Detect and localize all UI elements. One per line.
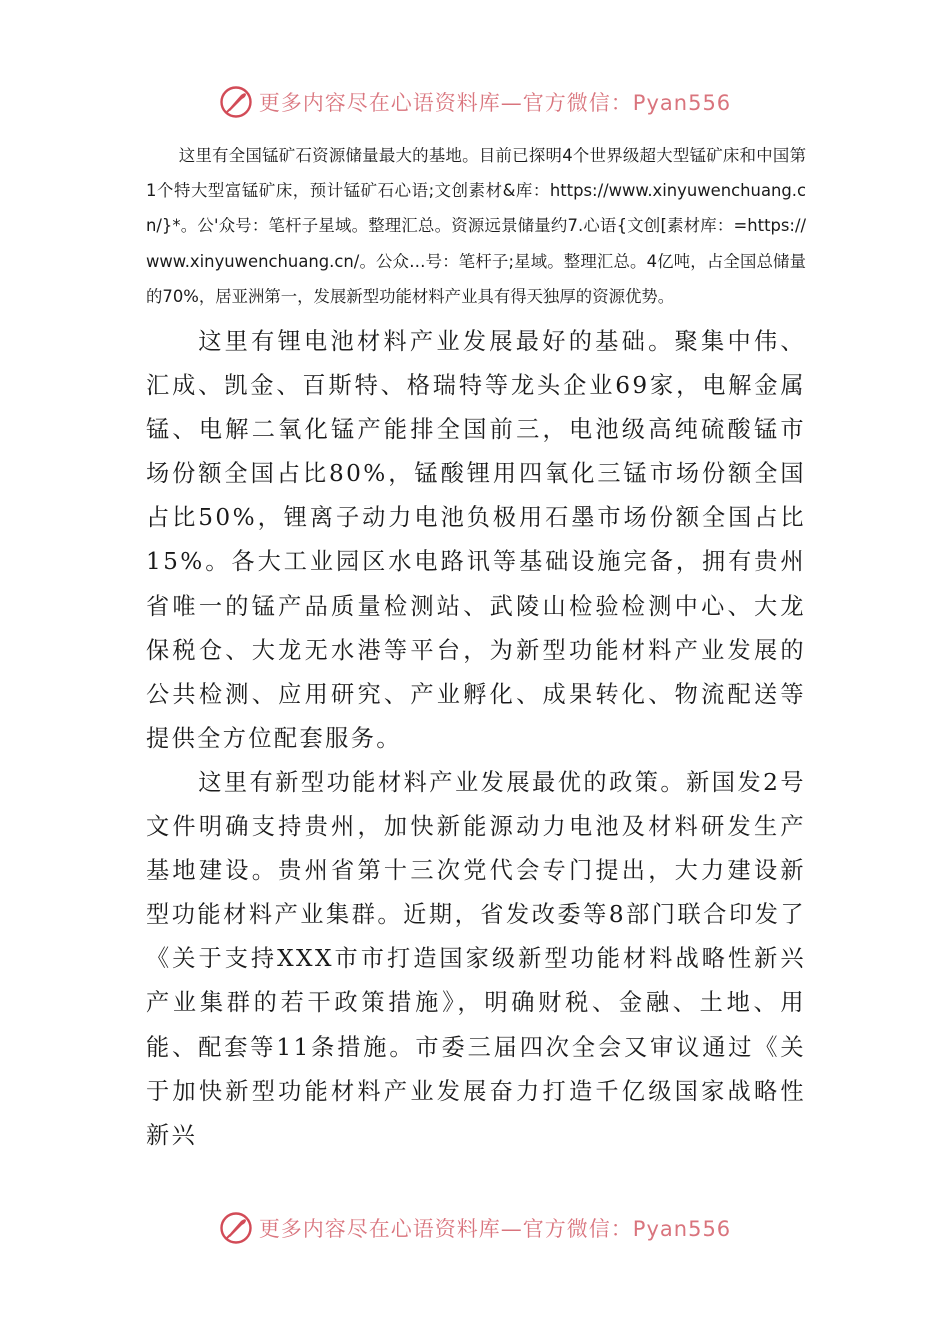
header-watermark-banner xyxy=(0,82,950,122)
footer-watermark-banner xyxy=(0,1208,950,1248)
document-body xyxy=(146,138,806,1158)
paragraph-policy-support: 这里有新型功能材料产业发展最优的政策。新国发2号文件明确支持贵州，加快新能源动力电池及材料研发生产基地建设。贵州省第十三次党代会专门提出，大力建设新型功能材料产业集群。近期，省发改委等8部门联合印发了《关于支持XXX市市打造国家级新型功能材料战略性新兴产业集群的若干政策措施》，明确财税、金融、土地、用能、配套等11条措施。市委三届四次全会又审议通过《关于加快新型功能材料产业发展奋力打造千亿级国家战略性新兴 xyxy=(146,768,806,1149)
paragraph-battery-materials-foundation: 这里有锂电池材料产业发展最好的基础。聚集中伟、汇成、凯金、百斯特、格瑞特等龙头企业69家，电解金属锰、电解二氧化锰产能排全国前三，电池级高纯硫酸锰市场份额全国占比80%，锰酸锂用四氧化三锰市场份额全国占比50%，锂离子动力电池负极用石墨市场份额全国占比15%。各大工业园区水电路讯等基础设施完备，拥有贵州省唯一的锰产品质量检测站、武陵山检验检测中心、大龙保税仓、大龙无水港等平台，为新型功能材料产业发展的公共检测、应用研究、产业孵化、成果转化、物流配送等提供全方位配套服务。 xyxy=(146,328,806,752)
quill-logo-icon xyxy=(219,1211,253,1245)
quill-logo-icon xyxy=(219,85,253,119)
header-watermark-text: 更多内容尽在心语资料库—官方微信：Pyan556 xyxy=(258,91,732,115)
paragraph-manganese-resources: 这里有全国锰矿石资源储量最大的基地。目前已探明4个世界级超大型锰矿床和中国第1个特大型富锰矿床，预计锰矿石心语;文创素材&库：https://www.xinyuwenchuang.cn/}*。公'众号：笔杆子星域。整理汇总。资源远景储量约7.心语{文创[素材库：=https://www.xinyuwenchuang.cn/。公众…号：笔杆子;星域。整理汇总。4亿吨，占全国总储量的70%，居亚洲第一，发展新型功能材料产业具有得天独厚的资源优势。 xyxy=(146,146,807,306)
footer-watermark-text: 更多内容尽在心语资料库—官方微信：Pyan556 xyxy=(258,1217,732,1241)
